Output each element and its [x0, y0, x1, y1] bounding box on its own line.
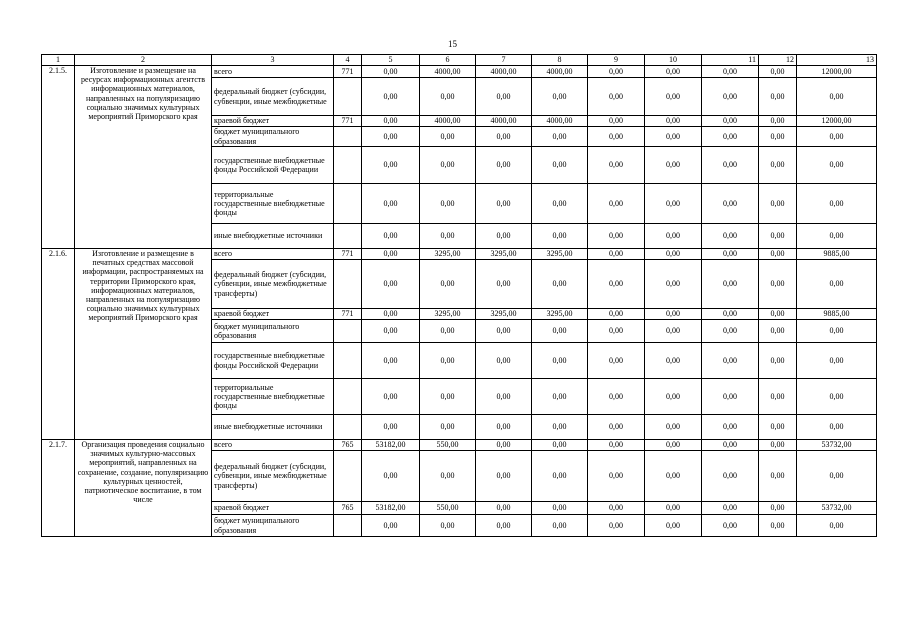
- amount-cell: 0,00: [702, 379, 759, 415]
- amount-cell: 0,00: [759, 249, 797, 260]
- amount-cell: 0,00: [532, 78, 588, 116]
- amount-cell: 0,00: [645, 320, 702, 343]
- amount-cell: 0,00: [362, 260, 420, 309]
- amount-cell: 0,00: [645, 147, 702, 184]
- amount-cell: 0,00: [532, 320, 588, 343]
- amount-cell: 0,00: [420, 184, 476, 224]
- amount-cell: 3295,00: [476, 249, 532, 260]
- column-number-4: 4: [334, 55, 362, 66]
- amount-cell: 0,00: [702, 184, 759, 224]
- amount-cell: 0,00: [362, 249, 420, 260]
- amount-cell: 0,00: [702, 249, 759, 260]
- section-code: 2.1.7.: [42, 440, 75, 537]
- funding-source: краевой бюджет: [212, 116, 334, 127]
- page-number: 15: [448, 39, 457, 49]
- amount-cell: 0,00: [797, 343, 877, 379]
- amount-cell: 4000,00: [420, 116, 476, 127]
- funding-source: иные внебюджетные источники: [212, 224, 334, 249]
- amount-cell: 0,00: [532, 127, 588, 147]
- amount-cell: 0,00: [759, 78, 797, 116]
- amount-cell: 9885,00: [797, 309, 877, 320]
- amount-cell: 0,00: [362, 309, 420, 320]
- amount-cell: 0,00: [702, 343, 759, 379]
- amount-cell: 0,00: [759, 309, 797, 320]
- amount-cell: 0,00: [362, 224, 420, 249]
- amount-cell: 0,00: [702, 127, 759, 147]
- column-number-row: [42, 55, 877, 66]
- column-number-5: 5: [362, 55, 420, 66]
- amount-cell: 0,00: [645, 415, 702, 440]
- amount-cell: 0,00: [645, 127, 702, 147]
- amount-cell: 0,00: [797, 78, 877, 116]
- amount-cell: 0,00: [759, 127, 797, 147]
- amount-cell: 3295,00: [420, 309, 476, 320]
- amount-cell: 4000,00: [476, 116, 532, 127]
- amount-cell: 0,00: [702, 309, 759, 320]
- amount-cell: 0,00: [797, 184, 877, 224]
- amount-cell: 0,00: [420, 127, 476, 147]
- amount-cell: 0,00: [797, 127, 877, 147]
- amount-cell: 0,00: [645, 451, 702, 502]
- column-number-9: 9: [588, 55, 645, 66]
- funding-source: федеральный бюджет (субсидии, субвенции, иные межбюджетные трансферты): [212, 451, 334, 502]
- amount-cell: 0,00: [420, 415, 476, 440]
- amount-cell: 0,00: [476, 343, 532, 379]
- amount-cell: 0,00: [759, 343, 797, 379]
- amount-cell: 0,00: [476, 127, 532, 147]
- grbs-code: [334, 451, 362, 502]
- amount-cell: 0,00: [797, 147, 877, 184]
- amount-cell: 0,00: [702, 66, 759, 78]
- amount-cell: 4000,00: [476, 66, 532, 78]
- amount-cell: 0,00: [532, 343, 588, 379]
- column-number-13: 13: [797, 55, 877, 66]
- amount-cell: 0,00: [588, 451, 645, 502]
- funding-source: иные внебюджетные источники: [212, 415, 334, 440]
- grbs-code: [334, 127, 362, 147]
- funding-source: государственные внебюджетные фонды Российской Федерации: [212, 147, 334, 184]
- column-number-7: 7: [476, 55, 532, 66]
- amount-cell: 0,00: [532, 415, 588, 440]
- amount-cell: 0,00: [420, 379, 476, 415]
- amount-cell: 0,00: [702, 440, 759, 451]
- amount-cell: 0,00: [588, 260, 645, 309]
- amount-cell: 0,00: [759, 415, 797, 440]
- column-number-11: 11: [702, 55, 759, 66]
- amount-cell: 0,00: [797, 515, 877, 537]
- column-number-8: 8: [532, 55, 588, 66]
- amount-cell: 0,00: [645, 515, 702, 537]
- grbs-code: [334, 320, 362, 343]
- amount-cell: 0,00: [702, 415, 759, 440]
- amount-cell: 0,00: [645, 78, 702, 116]
- column-number-3: 3: [212, 55, 334, 66]
- amount-cell: 0,00: [588, 502, 645, 515]
- amount-cell: 3295,00: [532, 249, 588, 260]
- funding-source: краевой бюджет: [212, 502, 334, 515]
- amount-cell: 0,00: [362, 343, 420, 379]
- amount-cell: 0,00: [645, 309, 702, 320]
- amount-cell: 0,00: [702, 116, 759, 127]
- amount-cell: 550,00: [420, 502, 476, 515]
- amount-cell: 0,00: [797, 260, 877, 309]
- amount-cell: 0,00: [588, 78, 645, 116]
- amount-cell: 53732,00: [797, 502, 877, 515]
- amount-cell: 0,00: [759, 320, 797, 343]
- amount-cell: 0,00: [645, 224, 702, 249]
- amount-cell: 0,00: [476, 184, 532, 224]
- column-number-12: 12: [759, 55, 797, 66]
- amount-cell: 0,00: [476, 224, 532, 249]
- amount-cell: 0,00: [476, 147, 532, 184]
- grbs-code: 765: [334, 502, 362, 515]
- grbs-code: [334, 184, 362, 224]
- amount-cell: 0,00: [702, 147, 759, 184]
- amount-cell: 53182,00: [362, 440, 420, 451]
- amount-cell: 0,00: [420, 147, 476, 184]
- funding-source: бюджет муниципального образования: [212, 515, 334, 537]
- amount-cell: 0,00: [645, 379, 702, 415]
- amount-cell: 0,00: [362, 127, 420, 147]
- amount-cell: 0,00: [476, 415, 532, 440]
- amount-cell: 0,00: [476, 502, 532, 515]
- amount-cell: 0,00: [532, 224, 588, 249]
- table-row: [42, 249, 877, 260]
- amount-cell: 0,00: [476, 260, 532, 309]
- table-row: [42, 440, 877, 451]
- amount-cell: 0,00: [476, 320, 532, 343]
- amount-cell: 0,00: [645, 184, 702, 224]
- amount-cell: 0,00: [362, 78, 420, 116]
- amount-cell: 0,00: [645, 66, 702, 78]
- amount-cell: 4000,00: [532, 66, 588, 78]
- amount-cell: 0,00: [645, 343, 702, 379]
- amount-cell: 3295,00: [420, 249, 476, 260]
- amount-cell: 0,00: [476, 379, 532, 415]
- amount-cell: 0,00: [420, 343, 476, 379]
- grbs-code: 771: [334, 249, 362, 260]
- grbs-code: 771: [334, 116, 362, 127]
- amount-cell: 0,00: [420, 224, 476, 249]
- grbs-code: 765: [334, 440, 362, 451]
- amount-cell: 0,00: [645, 116, 702, 127]
- amount-cell: 0,00: [588, 127, 645, 147]
- column-number-1: 1: [42, 55, 75, 66]
- amount-cell: 0,00: [420, 515, 476, 537]
- grbs-code: 771: [334, 309, 362, 320]
- amount-cell: 0,00: [797, 451, 877, 502]
- section-title: Изготовление и размещение на ресурсах информационных агентств информационных материалов, направленных на популяризацию социально значимых культурных мероприятий Приморского края: [75, 66, 212, 249]
- grbs-code: 771: [334, 66, 362, 78]
- section-title: Изготовление и размещение в печатных средствах массовой информации, распространяемых на территории Приморского края, информационных материалов, направленных на популяризацию социально значимых культурных мероприятий Приморского края: [75, 249, 212, 440]
- grbs-code: [334, 224, 362, 249]
- amount-cell: 0,00: [702, 515, 759, 537]
- amount-cell: 0,00: [362, 184, 420, 224]
- amount-cell: 12000,00: [797, 66, 877, 78]
- amount-cell: 0,00: [476, 78, 532, 116]
- amount-cell: 0,00: [759, 260, 797, 309]
- amount-cell: 0,00: [759, 66, 797, 78]
- funding-source: территориальные государственные внебюджетные фонды: [212, 379, 334, 415]
- amount-cell: 0,00: [797, 379, 877, 415]
- amount-cell: 0,00: [759, 451, 797, 502]
- amount-cell: 0,00: [797, 320, 877, 343]
- amount-cell: 0,00: [532, 515, 588, 537]
- table-header: [42, 55, 877, 66]
- amount-cell: 0,00: [362, 116, 420, 127]
- amount-cell: 0,00: [588, 147, 645, 184]
- amount-cell: 0,00: [702, 451, 759, 502]
- amount-cell: 0,00: [645, 502, 702, 515]
- funding-source: всего: [212, 249, 334, 260]
- grbs-code: [334, 415, 362, 440]
- amount-cell: 0,00: [588, 309, 645, 320]
- funding-source: бюджет муниципального образования: [212, 320, 334, 343]
- amount-cell: 0,00: [645, 260, 702, 309]
- amount-cell: 0,00: [759, 440, 797, 451]
- amount-cell: 3295,00: [532, 309, 588, 320]
- amount-cell: 0,00: [532, 502, 588, 515]
- amount-cell: 0,00: [702, 260, 759, 309]
- amount-cell: 0,00: [759, 147, 797, 184]
- grbs-code: [334, 379, 362, 415]
- grbs-code: [334, 147, 362, 184]
- amount-cell: 0,00: [645, 440, 702, 451]
- amount-cell: 3295,00: [476, 309, 532, 320]
- amount-cell: 0,00: [362, 379, 420, 415]
- funding-source: территориальные государственные внебюджетные фонды: [212, 184, 334, 224]
- amount-cell: 12000,00: [797, 116, 877, 127]
- amount-cell: 0,00: [362, 66, 420, 78]
- amount-cell: 0,00: [702, 320, 759, 343]
- amount-cell: 0,00: [362, 515, 420, 537]
- amount-cell: 0,00: [588, 116, 645, 127]
- amount-cell: 0,00: [702, 78, 759, 116]
- amount-cell: 0,00: [797, 415, 877, 440]
- amount-cell: 0,00: [420, 260, 476, 309]
- amount-cell: 0,00: [588, 224, 645, 249]
- grbs-code: [334, 343, 362, 379]
- amount-cell: 550,00: [420, 440, 476, 451]
- amount-cell: 0,00: [759, 502, 797, 515]
- column-number-2: 2: [75, 55, 212, 66]
- amount-cell: 0,00: [588, 320, 645, 343]
- amount-cell: 4000,00: [420, 66, 476, 78]
- table-row: [42, 66, 877, 78]
- amount-cell: 0,00: [588, 66, 645, 78]
- funding-source: всего: [212, 66, 334, 78]
- amount-cell: 0,00: [588, 249, 645, 260]
- amount-cell: 0,00: [588, 343, 645, 379]
- section-code: 2.1.5.: [42, 66, 75, 249]
- amount-cell: 0,00: [588, 379, 645, 415]
- amount-cell: 4000,00: [532, 116, 588, 127]
- amount-cell: 0,00: [362, 451, 420, 502]
- funding-source: всего: [212, 440, 334, 451]
- column-number-6: 6: [420, 55, 476, 66]
- amount-cell: 0,00: [532, 440, 588, 451]
- amount-cell: 0,00: [362, 415, 420, 440]
- funding-source: бюджет муниципального образования: [212, 127, 334, 147]
- grbs-code: [334, 260, 362, 309]
- amount-cell: 0,00: [476, 515, 532, 537]
- amount-cell: 0,00: [362, 147, 420, 184]
- amount-cell: 0,00: [362, 320, 420, 343]
- amount-cell: 0,00: [532, 147, 588, 184]
- amount-cell: 0,00: [532, 260, 588, 309]
- amount-cell: 0,00: [420, 78, 476, 116]
- amount-cell: 0,00: [759, 224, 797, 249]
- amount-cell: 0,00: [588, 440, 645, 451]
- amount-cell: 0,00: [702, 502, 759, 515]
- funding-source: государственные внебюджетные фонды Российской Федерации: [212, 343, 334, 379]
- amount-cell: 0,00: [759, 515, 797, 537]
- section-code: 2.1.6.: [42, 249, 75, 440]
- section-title: Организация проведения социально значимых культурно-массовых мероприятий, направленных на сохранение, создание, популяризацию культурных ценностей, патриотическое воспитание, в том числе: [75, 440, 212, 537]
- amount-cell: 0,00: [532, 451, 588, 502]
- table-body: [42, 66, 877, 537]
- amount-cell: 9885,00: [797, 249, 877, 260]
- grbs-code: [334, 78, 362, 116]
- amount-cell: 0,00: [759, 379, 797, 415]
- amount-cell: 0,00: [476, 451, 532, 502]
- column-number-10: 10: [645, 55, 702, 66]
- amount-cell: 0,00: [420, 320, 476, 343]
- grbs-code: [334, 515, 362, 537]
- amount-cell: 0,00: [759, 116, 797, 127]
- funding-source: краевой бюджет: [212, 309, 334, 320]
- amount-cell: 0,00: [476, 440, 532, 451]
- amount-cell: 0,00: [702, 224, 759, 249]
- funding-source: федеральный бюджет (субсидии, субвенции, иные межбюджетные: [212, 78, 334, 116]
- amount-cell: 0,00: [420, 451, 476, 502]
- amount-cell: 0,00: [797, 224, 877, 249]
- amount-cell: 0,00: [588, 184, 645, 224]
- amount-cell: 0,00: [588, 515, 645, 537]
- amount-cell: 0,00: [532, 379, 588, 415]
- amount-cell: 53182,00: [362, 502, 420, 515]
- amount-cell: 0,00: [588, 415, 645, 440]
- amount-cell: 53732,00: [797, 440, 877, 451]
- budget-table: [41, 54, 877, 537]
- amount-cell: 0,00: [759, 184, 797, 224]
- amount-cell: 0,00: [532, 184, 588, 224]
- funding-source: федеральный бюджет (субсидии, субвенции, иные межбюджетные трансферты): [212, 260, 334, 309]
- amount-cell: 0,00: [645, 249, 702, 260]
